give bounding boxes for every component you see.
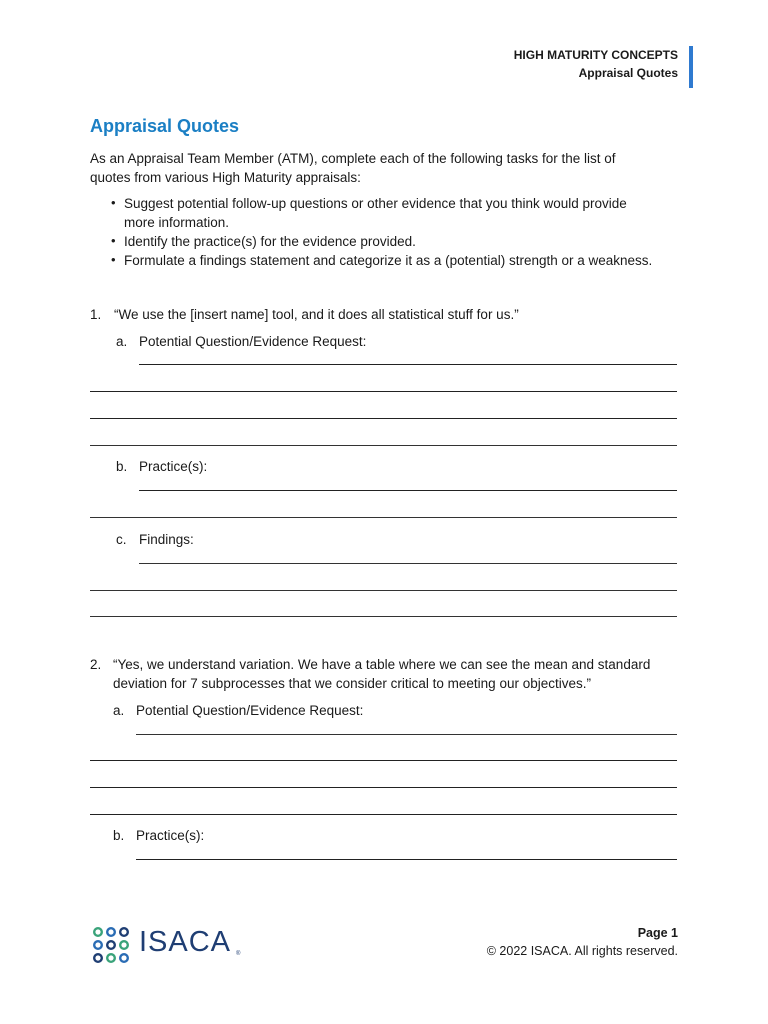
answer-line[interactable] xyxy=(90,787,677,788)
intro-line-1: As an Appraisal Team Member (ATM), complete each of the following tasks for the list of xyxy=(90,151,616,166)
q2-b-label: b. xyxy=(113,828,125,843)
isaca-logo-registered: ® xyxy=(236,951,241,957)
header-subtitle: Appraisal Quotes xyxy=(578,66,678,80)
q1-number: 1. xyxy=(90,307,102,322)
answer-line[interactable] xyxy=(90,445,677,446)
answer-line[interactable] xyxy=(90,418,677,419)
answer-line[interactable] xyxy=(136,734,677,735)
answer-line[interactable] xyxy=(136,859,677,860)
bullet-dot: • xyxy=(111,252,116,267)
isaca-logo-mark-icon xyxy=(92,926,132,964)
bullet-3: Formulate a findings statement and categorize it as a (potential) strength or a weakness. xyxy=(124,253,653,268)
q2-a-text: Potential Question/Evidence Request: xyxy=(136,703,364,718)
answer-line[interactable] xyxy=(90,814,677,815)
bullet-2: Identify the practice(s) for the evidence provided. xyxy=(124,234,416,249)
isaca-logo-text: ISACA xyxy=(139,926,232,958)
page-number: Page 1 xyxy=(637,926,678,940)
answer-line[interactable] xyxy=(90,616,677,617)
answer-line[interactable] xyxy=(139,490,677,491)
bullet-dot: • xyxy=(111,233,116,248)
answer-line[interactable] xyxy=(90,517,677,518)
bullet-dot: • xyxy=(111,195,116,210)
bullet-1-line-1: Suggest potential follow-up questions or other evidence that you think would provide xyxy=(124,196,627,211)
answer-line[interactable] xyxy=(139,563,677,564)
bullet-1-line-2: more information. xyxy=(124,215,230,230)
q2-quote-line-1: “Yes, we understand variation. We have a table where we can see the mean and standard xyxy=(113,657,651,672)
answer-line[interactable] xyxy=(90,391,677,392)
q1-b-label: b. xyxy=(116,459,128,474)
page-title: Appraisal Quotes xyxy=(90,116,240,136)
q2-b-text: Practice(s): xyxy=(136,828,205,843)
copyright: © 2022 ISACA. All rights reserved. xyxy=(486,944,678,958)
q1-a-label: a. xyxy=(116,334,128,349)
q2-quote-line-2: deviation for 7 subprocesses that we consider critical to meeting our objectives.” xyxy=(113,676,591,691)
q1-c-label: c. xyxy=(116,532,127,547)
q2-a-label: a. xyxy=(113,703,125,718)
q1-c-text: Findings: xyxy=(139,532,194,547)
intro-line-2: quotes from various High Maturity appraisals: xyxy=(90,170,361,185)
answer-line[interactable] xyxy=(90,590,677,591)
q1-b-text: Practice(s): xyxy=(139,459,208,474)
answer-line[interactable] xyxy=(90,760,677,761)
q1-a-text: Potential Question/Evidence Request: xyxy=(139,334,367,349)
q2-number: 2. xyxy=(90,657,102,672)
header-accent-bar xyxy=(689,46,693,88)
header-title: HIGH MATURITY CONCEPTS xyxy=(513,48,678,62)
answer-line[interactable] xyxy=(139,364,677,365)
q1-quote: “We use the [insert name] tool, and it does all statistical stuff for us.” xyxy=(114,307,519,322)
